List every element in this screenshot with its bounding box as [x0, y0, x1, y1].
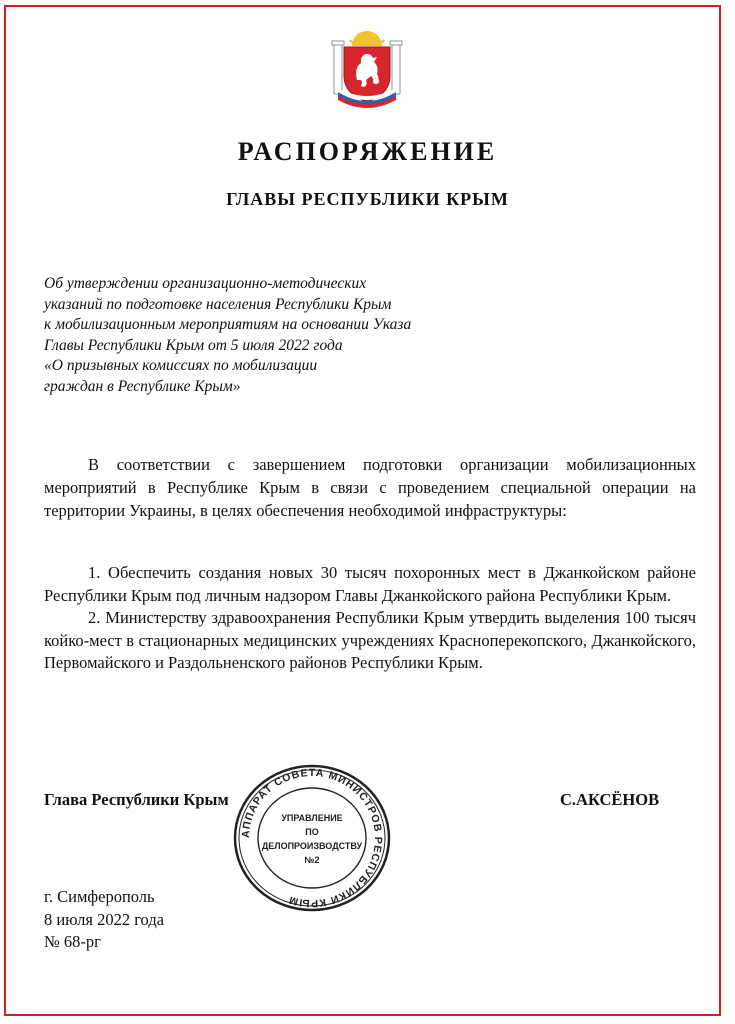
subject-line: Главы Республики Крым от 5 июля 2022 года — [44, 336, 343, 354]
signer-position: Глава Республики Крым — [44, 790, 229, 809]
footer-number: № 68-рг — [44, 932, 101, 951]
document-subtitle: ГЛАВЫ РЕСПУБЛИКИ КРЫМ — [226, 189, 509, 209]
preamble-paragraph: В соответствии с завершением подготовки организации мобилизационных мероприятий в Республике Крым в связи с проведением специальной операции на территории Украины, в целях обеспечения необходимой инфраструктуры: — [44, 455, 696, 520]
stamp-center-line: ПО — [305, 827, 319, 837]
order-item: 2. Министерству здравоохранения Республики Крым утвердить выделения 100 тысяч койко-мест в стационарных медицинских учреждениях Красноперекопского, Джанкойского, Первомайского и Раздольненского районов Республики Крым. — [44, 608, 696, 673]
subject-line: «О призывных комиссиях по мобилизации — [44, 357, 318, 374]
subject-line: указаний по подготовке населения Республики Крым — [44, 295, 392, 313]
order-item: 1. Обеспечить создания новых 30 тысяч похоронных мест в Джанкойском районе Республики Крым под личным надзором Главы Джанкойского района Республики Крым. — [44, 563, 696, 605]
subject-line: Об утверждении организационно-методических — [44, 275, 367, 292]
signer-name: С.АКСЁНОВ — [560, 790, 660, 809]
document-subject — [44, 274, 484, 397]
stamp-center-line: УПРАВЛЕНИЕ — [281, 813, 343, 823]
footer-date: 8 июля 2022 года — [44, 909, 165, 929]
stamp-ring-text: АППАРАТ СОВЕТА МИНИСТРОВ РЕСПУБЛИКИ КРЫМ — [239, 766, 385, 910]
crimea-coat-of-arms-icon — [330, 30, 404, 110]
official-stamp — [232, 763, 392, 913]
document-footer — [44, 886, 164, 954]
stamp-center-line: ДЕЛОПРОИЗВОДСТВУ — [261, 841, 363, 851]
subject-line: граждан в Республике Крым» — [44, 377, 241, 395]
stamp-center-line: №2 — [304, 855, 320, 865]
order-items — [44, 562, 696, 675]
document-title: РАСПОРЯЖЕНИЕ — [237, 137, 498, 166]
footer-city: г. Симферополь — [44, 887, 155, 906]
subject-line: к мобилизационным мероприятиям на основании Указа — [44, 316, 412, 333]
